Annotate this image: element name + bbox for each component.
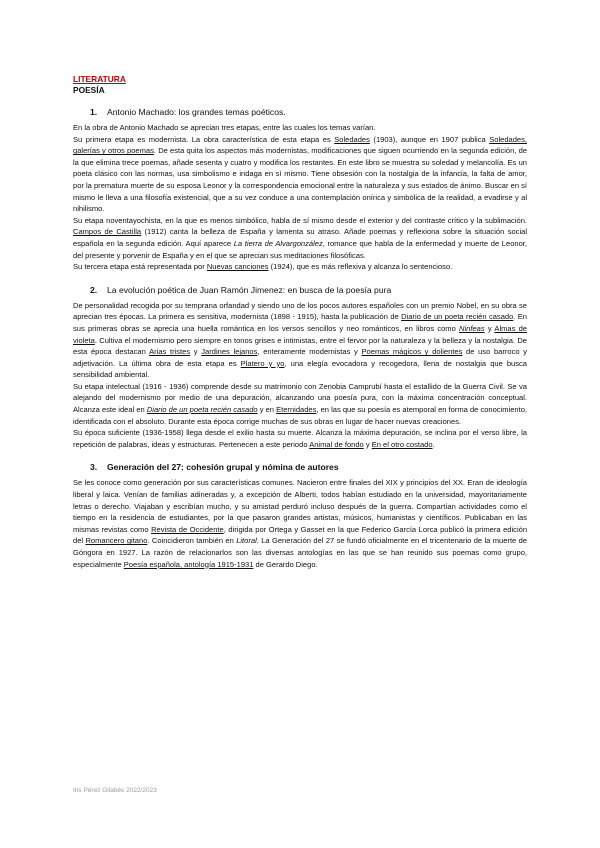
work-title: Animal de fondo: [309, 439, 364, 449]
work-title: Romancero gitano: [85, 536, 148, 546]
work-title: Diario de un poeta recién casado: [146, 405, 258, 415]
work-title: Nuevas canciones: [206, 262, 269, 272]
work-title: Arias tristes: [149, 347, 191, 357]
subject-heading: LITERATURA: [73, 74, 126, 84]
section-3-number: 3.: [90, 462, 98, 473]
work-title: Soledades: [334, 134, 370, 144]
page-footer: Iris Pérez Gilabés 2022/2023: [73, 787, 157, 794]
section-3-title: Generación del 27: cohesión grupal y nómina de autores: [107, 462, 339, 473]
work-title: Campos de Castilla: [73, 227, 142, 237]
work-title: Revista de Occidente: [151, 524, 224, 534]
work-title: Poemas mágicos y dolientes: [361, 347, 463, 357]
topic-heading: POESÍA: [73, 85, 105, 95]
work-title: Almas de violeta: [73, 323, 528, 345]
work-title: La tierra de Alvargonzález: [233, 238, 323, 248]
section-1-intro: En la obra de Antonio Machado se aprecian tres etapas, entre las cuales los temas varían.: [73, 123, 376, 132]
section-1-number: 1.: [90, 107, 98, 117]
section-1-paragraph-1: Su primera etapa es modernista. La obra característica de esta etapa es Soledades (1903), aunque en 1907 publica Soledades, galerías y otros poemas. De esta quita los aspectos más modernistas, modificaciones que siguen ocurriendo en la segunda edición, de la que elimina trece poemas, añade sesenta y cuatro y modifica los restantes. En este libro se muestra su soledad y melancolía. Es un poeta clásico con las normas, usa simbolismo e indaga en sí mismo. Tiene obsesión con la nostalgia de la infancia, la falta de amor, por la prematura muerte de su esposa Leonor y la correspondencia emocional entre la naturaleza y sus estados de ánimo. Buscar en sí mismo le lleva a una filosofía existencial, que a su vez conduce a una contemplación onírica y simbólica de la realidad, a evadirse y al nihilismo.: [73, 134, 527, 214]
work-title: Jardines lejanos: [201, 347, 258, 357]
section-3-paragraph-1: Se les conoce como generación por sus características comunes. Nacieron entre finales del XIX y principios del XX. Eran de ideología liberal y laica. Venían de familias adineradas y, a excepción de Alberti, todos habían estudiado en la universidad, mayoritariamente letras o derecho. Viajaban y escribían mucho, y su amistad perduró incluso después de la guerra. Compartían actividades como el tiempo en la residencia de estudiantes, por la que pasaron grandes artistas, músicos, humanistas y científicos. Publicaban en las mismas revistas como Revista de Occidente, dirigida por Ortega y Gasset en la que Federico García Lorca publicó la primera edición del Romancero gitano. Coincidieron también en Litoral. La Generación del 27 se fundó oficialmente en el tricentenario de la muerte de Góngora en 1927. La razón de relacionarlos son las diversas antologías en las que se han reunido sus poemas como grupo, especialmente Poesía española, antología 1915-1931 de Gerardo Diego.: [73, 478, 528, 569]
work-title: Litoral: [236, 536, 257, 546]
work-title: Soledades, galerías y otros poemas: [73, 134, 527, 156]
section-2-heading: [90, 285, 527, 296]
section-2-title: La evolución poética de Juan Ramón Jimenez: en busca de la poesía pura: [107, 284, 392, 295]
section-2-paragraph-1: De personalidad recogida por su temprana orfandad y siendo uno de los pocos autores españoles con un premio Nobel, en su obra se aprecian tres épocas. La primera es sensitiva, modernista (1898 - 1915), hasta la publicación de Diario de un poeta recién casado. En sus primeras obras se aprecia una huella romántica en los versos sencillos y neo románticos, en libros como Ninfeas y Almas de violeta. Cultiva el modernismo pero siempre en tonos grises e intimistas, entre el fervor por la naturaleza y la belleza y la nostalgia. De esta época destacan Arias tristes y Jardines lejanos, enteramente modernistas y Poemas mágicos y dolientes de uso barroco y adjetivación. La última obra de esta etapa es Platero y yo, una elegía evocadora y recogedora, llena de nostalgia que busca sensibilidad ambiental.: [73, 300, 528, 380]
work-title: Ninfeas: [459, 323, 485, 333]
work-title: Eternidades: [276, 405, 317, 415]
work-title: Diario de un poeta recién casado: [401, 312, 514, 322]
section-1-paragraph-3: Su tercera etapa está representada por Nuevas canciones (1924), que es más reflexiva y alcanza lo sentencioso.: [73, 262, 453, 272]
section-1-title: Antonio Machado: los grandes temas poéticos.: [107, 107, 286, 117]
work-title: En el otro costado: [371, 439, 433, 449]
section-3-heading: [90, 462, 527, 473]
section-1-paragraph-2: Su etapa noventayochista, en la que es menos simbólico, habla de sí mismo desde el exterior y del contraste crítico y la sublimación. Campos de Castilla (1912) canta la belleza de España y lamenta su atraso. Añade poemas y reflexiona sobre la situación social española en la segunda edición. Aquí aparece La tierra de Alvargonzález, romance que habla de la enfermedad y muerte de Leonor, del presente y porvenir de España y en el que se aprecian sus meditaciones filosóficas.: [73, 215, 527, 260]
section-2-paragraph-3: Su época suficiente (1936-1958) llega desde el exilio hasta su muerte. Alcanza la máxima depuración, se inclina por el verso libre, la repetición de palabras, ideas y estructuras. Pertenecen a este periodo Animal de fondo y En el otro costado.: [73, 428, 527, 449]
document-page: [73, 74, 527, 570]
section-1-heading: [90, 107, 527, 118]
section-2-paragraph-2: Su etapa intelectual (1916 - 1936) comprende desde su matrimonio con Zenobia Camprubí hasta el estallido de la Guerra Civil. Se va alejando del modernismo por medio de una depuración, alcanzando una poesía pura, con la máxima concentración conceptual. Alcanza este ideal en Diario de un poeta recién casado y en Eternidades, en las que su poesía es atemporal en forma de conocimiento, identificada con el absoluto. Durante esta época corrige muchas de sus obras en lugar de hacer nuevas creaciones.: [73, 381, 528, 426]
section-2-number: 2.: [90, 284, 98, 295]
work-title: Platero y yo: [240, 358, 285, 368]
work-title: Poesía española, antología 1915-1931: [123, 559, 254, 569]
